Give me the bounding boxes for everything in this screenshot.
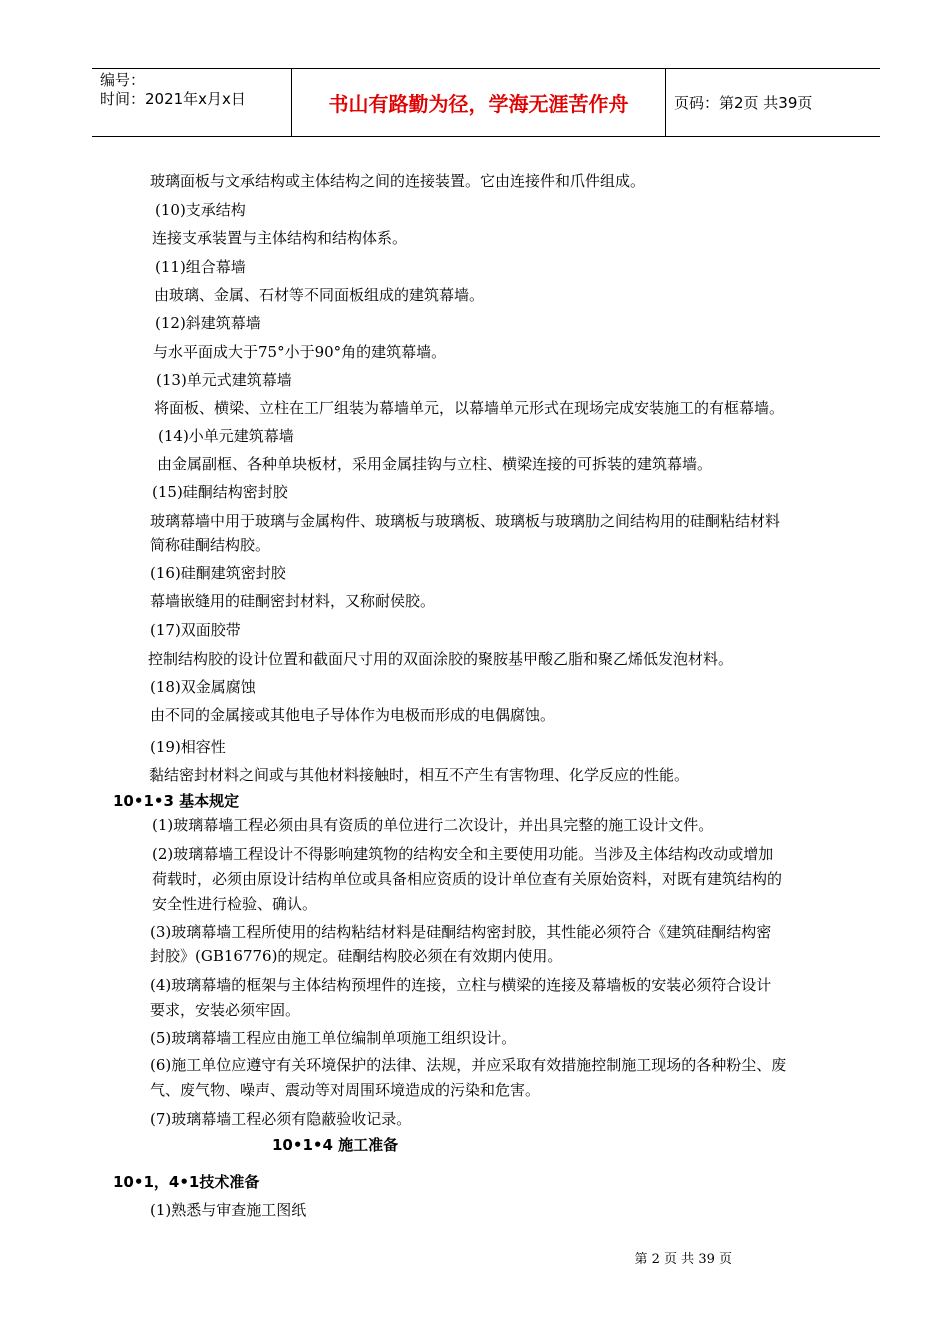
- paragraph-line: 由金属副框、各种单块板材，采用金属挂钩与立柱、横梁连接的可拆装的建筑幕墙。: [157, 455, 713, 473]
- paragraph-line: 要求，安装必须牢固。: [150, 1001, 301, 1019]
- item-heading: (12)斜建筑幕墙: [155, 314, 261, 332]
- section-heading: 10•1•4 施工准备: [272, 1136, 399, 1154]
- item-heading: (16)硅酮建筑密封胶: [150, 564, 286, 582]
- header-motto: 书山有路勤为径，学海无涯苦作舟: [292, 69, 666, 136]
- paragraph-line: (5)玻璃幕墙工程应由施工单位编制单项施工组织设计。: [150, 1029, 517, 1047]
- paragraph-line: (1)熟悉与审查施工图纸: [150, 1201, 307, 1219]
- subsection-heading: 10•1，4•1技术准备: [113, 1173, 260, 1191]
- paragraph-line: (2)玻璃幕墙工程设计不得影响建筑物的结构安全和主要使用功能。当涉及主体结构改动或增加: [152, 845, 774, 863]
- paragraph-line: 与水平面成大于75°小于90°角的建筑幕墙。: [153, 343, 447, 361]
- paragraph-line: 简称硅酮结构胶。: [150, 536, 271, 554]
- paragraph-line: 荷载时，必须由原设计结构单位或具备相应资质的设计单位查有关原始资料，对既有建筑结构的: [152, 870, 783, 888]
- item-heading: (17)双面胶带: [150, 621, 241, 639]
- paragraph-line: (6)施工单位应遵守有关环境保护的法律、法规，并应采取有效措施控制施工现场的各种粉尘、废: [150, 1056, 787, 1074]
- item-heading: (15)硅酮结构密封胶: [152, 483, 288, 501]
- paragraph-line: 安全性进行检验、确认。: [152, 895, 318, 913]
- page-footer: [0, 1248, 950, 1267]
- header-page-label: 页码：第2页 共39页: [674, 94, 813, 112]
- time-label: 时间：2021年x月x日: [100, 90, 246, 108]
- paragraph-line: 连接支承装置与主体结构和结构体系。: [152, 229, 408, 247]
- section-heading: 10•1•3 基本规定: [113, 792, 240, 810]
- paragraph-line: 由不同的金属接或其他电子导体作为电极而形成的电偶腐蚀。: [150, 706, 556, 724]
- paragraph-line: (3)玻璃幕墙工程所使用的结构粘结材料是硅酮结构密封胶，其性能必须符合《建筑硅酮结构密: [150, 923, 772, 941]
- footer-page-number: 第 2 页 共 39 页: [634, 1252, 732, 1267]
- paragraph-line: (7)玻璃幕墙工程必须有隐蔽验收记录。: [150, 1110, 412, 1128]
- paragraph-line: 玻璃幕墙中用于玻璃与金属构件、玻璃板与玻璃板、玻璃板与玻璃肋之间结构用的硅酮粘结材料: [150, 512, 781, 530]
- paragraph-line: 封胶》(GB16776)的规定。硅酮结构胶必须在有效期内使用。: [150, 947, 563, 965]
- item-heading: (18)双金属腐蚀: [150, 678, 256, 696]
- paragraph-line: 将面板、横梁、立柱在工厂组装为幕墙单元，以幕墙单元形式在现场完成安装施工的有框幕墙。: [154, 399, 785, 417]
- item-heading: (14)小单元建筑幕墙: [158, 427, 294, 445]
- number-label: 编号：: [100, 71, 146, 89]
- item-heading: (10)支承结构: [155, 201, 246, 219]
- header-meta: [92, 69, 292, 136]
- item-heading: (11)组合幕墙: [155, 258, 246, 276]
- paragraph-line: 幕墙嵌缝用的硅酮密封材料，又称耐侯胶。: [150, 592, 436, 610]
- paragraph-line: 由玻璃、金属、石材等不同面板组成的建筑幕墙。: [154, 286, 485, 304]
- paragraph-line: 控制结构胶的设计位置和截面尺寸用的双面涂胶的聚胺基甲酸乙脂和聚乙烯低发泡材料。: [148, 650, 734, 668]
- item-heading: (13)单元式建筑幕墙: [156, 371, 292, 389]
- paragraph-line: 玻璃面板与文承结构或主体结构之间的连接装置。它由连接件和爪件组成。: [150, 172, 646, 190]
- paragraph-line: (1)玻璃幕墙工程必须由具有资质的单位进行二次设计，并出具完整的施工设计文件。: [152, 816, 714, 834]
- paragraph-line: 气、废气物、噪声、震动等对周围环境造成的污染和危害。: [150, 1081, 541, 1099]
- item-heading: (19)相容性: [150, 738, 226, 756]
- document-header: [92, 68, 880, 137]
- paragraph-line: 黏结密封材料之间或与其他材料接触时，相互不产生有害物理、化学反应的性能。: [149, 766, 690, 784]
- paragraph-line: (4)玻璃幕墙的框架与主体结构预埋件的连接，立柱与横梁的连接及幕墙板的安装必须符合设计: [150, 976, 772, 994]
